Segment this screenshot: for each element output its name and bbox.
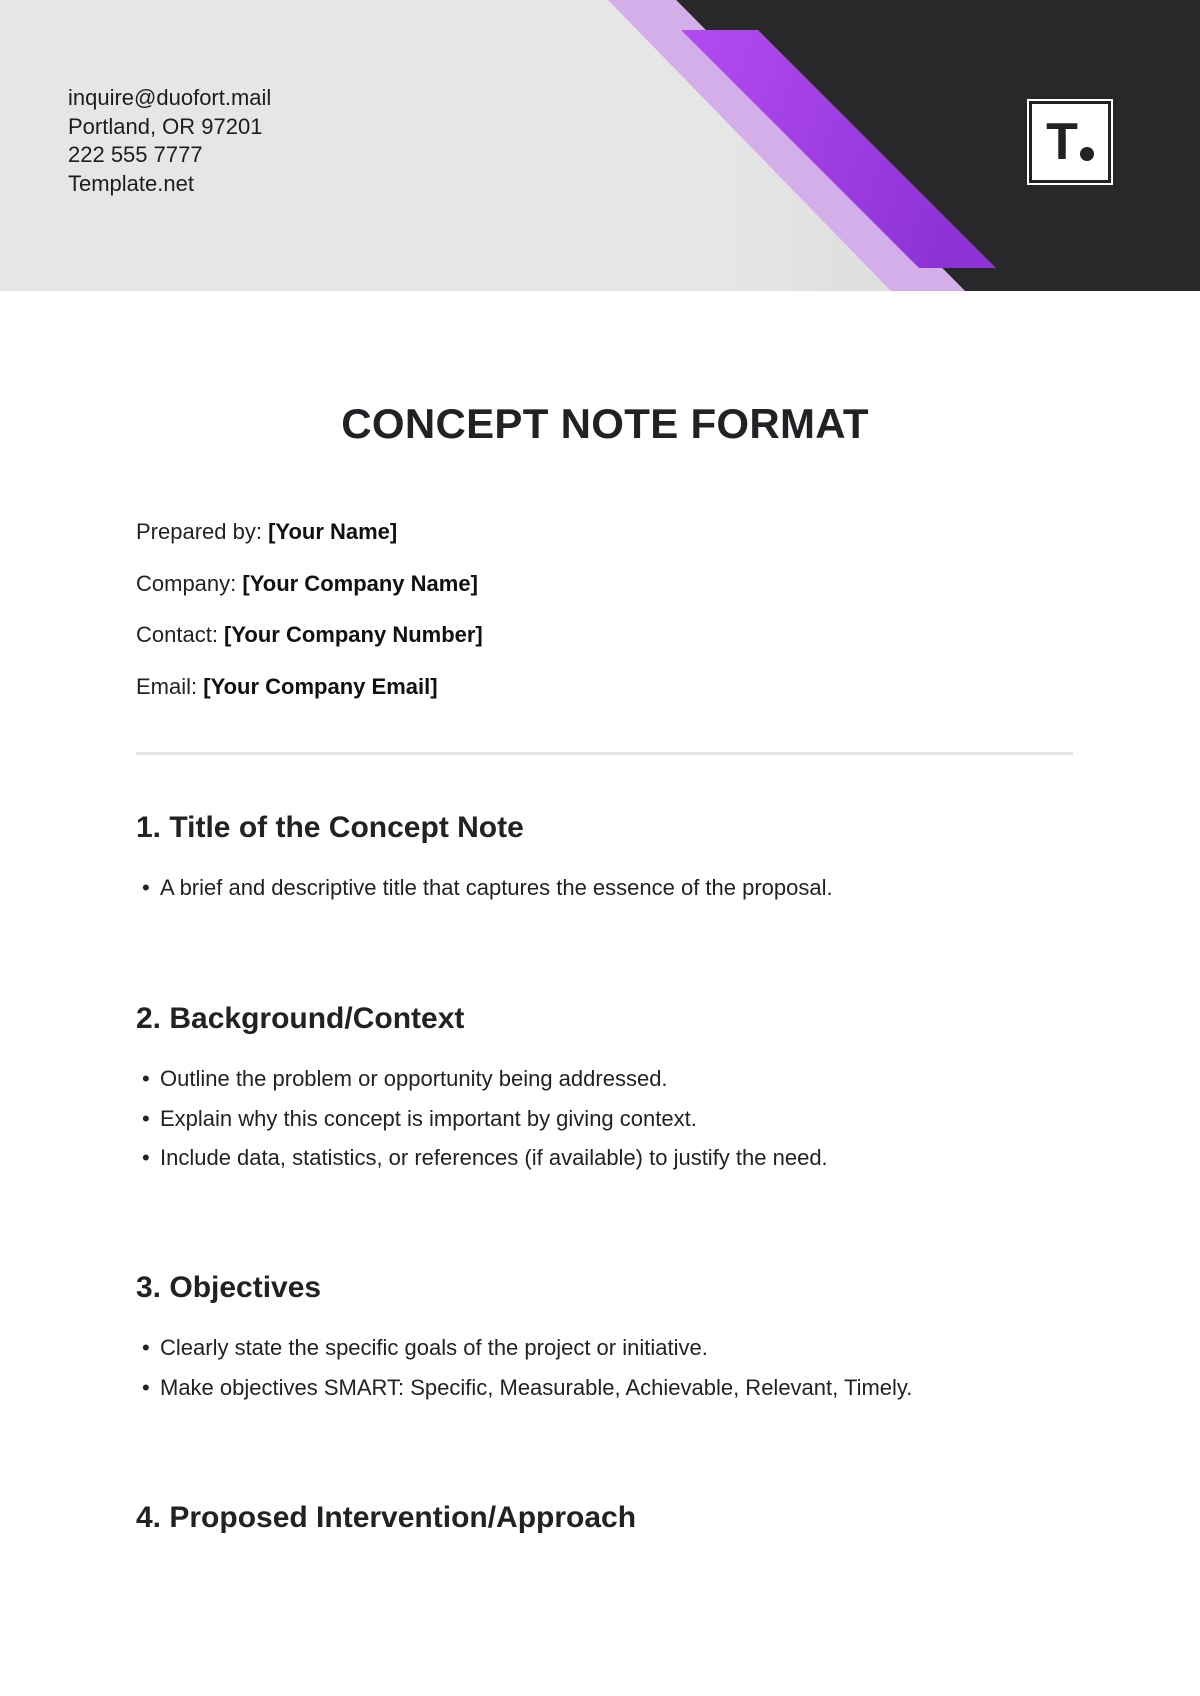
page-title: CONCEPT NOTE FORMAT xyxy=(341,400,869,447)
logo-letter: T xyxy=(1046,113,1078,171)
list-item: • Explain why this concept is important by giving context. xyxy=(136,1099,828,1139)
contact-website: Template.net xyxy=(68,170,194,196)
prepared-info xyxy=(136,518,483,724)
meta-label: Email: xyxy=(136,673,204,699)
list-item: • A brief and descriptive title that captures the essence of the proposal. xyxy=(136,868,833,908)
list-item: • Outline the problem or opportunity being addressed. xyxy=(136,1059,828,1099)
bullet-list xyxy=(136,1059,828,1178)
section-title-of-concept-note xyxy=(136,810,833,908)
list-item: • Include data, statistics, or references (if available) to justify the need. xyxy=(136,1138,828,1178)
contact-address: Portland, OR 97201 xyxy=(68,113,263,139)
list-item: • Make objectives SMART: Specific, Measurable, Achievable, Relevant, Timely. xyxy=(136,1368,912,1408)
meta-row-prepared-by xyxy=(136,518,483,570)
section-proposed-intervention xyxy=(136,1500,636,1536)
meta-value: [Your Company Email] xyxy=(203,673,438,699)
logo-dot-icon xyxy=(1080,147,1094,161)
meta-value: [Your Name] xyxy=(268,519,398,544)
contact-email: inquire@duofort.mail xyxy=(68,85,272,110)
meta-value: [Your Company Number] xyxy=(224,622,483,647)
meta-row-contact xyxy=(136,621,483,673)
section-divider xyxy=(136,752,1073,755)
meta-row-company xyxy=(136,570,483,622)
section-heading: 3. Objectives xyxy=(136,1271,322,1304)
bullet-list xyxy=(136,868,833,908)
meta-label: Contact: xyxy=(136,622,225,647)
logo-mark xyxy=(1032,104,1108,180)
section-background-context xyxy=(136,1001,828,1178)
section-heading: 1. Title of the Concept Note xyxy=(136,811,524,844)
section-objectives xyxy=(136,1270,912,1407)
meta-label: Company: xyxy=(136,570,243,596)
contact-block xyxy=(68,84,271,198)
meta-value: [Your Company Name] xyxy=(242,570,478,596)
page-header xyxy=(0,0,1200,291)
bullet-list xyxy=(136,1328,912,1407)
section-heading: 4. Proposed Intervention/Approach xyxy=(136,1501,637,1534)
meta-row-email xyxy=(136,673,483,725)
list-item: • Clearly state the specific goals of the project or initiative. xyxy=(136,1328,912,1368)
company-logo xyxy=(1027,99,1113,185)
meta-label: Prepared by: xyxy=(136,519,269,544)
contact-phone: 222 555 7777 xyxy=(68,142,203,167)
section-heading: 2. Background/Context xyxy=(136,1002,465,1035)
